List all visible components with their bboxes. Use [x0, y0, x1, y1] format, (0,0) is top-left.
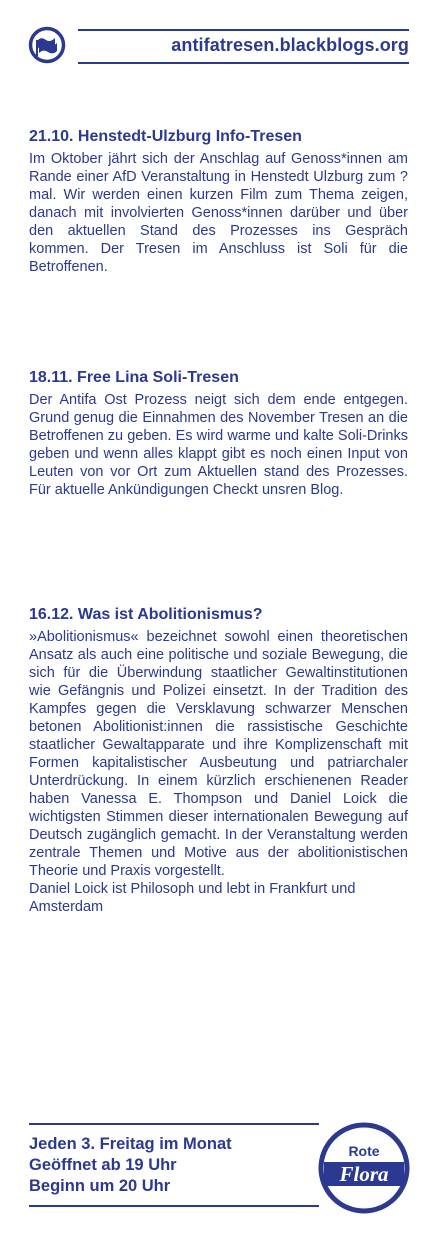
- footer-rule-bottom: [29, 1205, 319, 1207]
- footer-line-schedule: Jeden 3. Freitag im Monat: [29, 1135, 232, 1153]
- event-2: [29, 369, 408, 499]
- antifa-flag-circle-icon: [28, 26, 66, 64]
- event-1: [29, 128, 408, 276]
- event-title: 18.11. Free Lina Soli-Tresen: [29, 369, 239, 386]
- event-body: »Abolitionismus« bezeichnet sowohl einen theoretischen Ansatz als auch eine politische und soziale Bewegung, die sich für die Überwindung staatlicher Gewaltinstitutionen wie Gefängnis und Polizei einsetzt. In der Tradition des Kampfes gegen die Versklavung schwarzer Menschen betonen Abolitionist:innen die rassistische Geschichte staatlicher Gewaltapparate und ihre Komplizenschaft mit Formen kapitalistischer Ausbeutung und patriarchaler Unterdrückung. In einem kürzlich erschienenen Reader haben Vanessa E. Thompson und Daniel Loick die wichtigsten Stimmen dieser internationalen Bewegung auf Deutsch zugänglich gemacht. In der Veranstaltung werden zentrale Themen und Motive aus der abolitionistischen Theorie und Praxis vorgestellt.: [29, 629, 408, 879]
- footer-line-open: Geöffnet ab 19 Uhr: [29, 1156, 177, 1174]
- header-rule-bottom: [78, 62, 409, 64]
- event-body: Der Antifa Ost Prozess neigt sich dem ende entgegen. Grund genug die Einnahmen des November Tresen an die Betroffenen zu geben. Es wird warme und kalte Soli-Drinks geben und wenn alles klappt gibt es noch einen Input von Leuten von vor Ort zum Aktuellen stand des Prozesses. Für aktuelle Ankündigungen Checkt unsren Blog.: [29, 392, 408, 498]
- event-3: [29, 606, 408, 916]
- logo-line-1: Rote: [348, 1143, 380, 1159]
- footer-info: [29, 1134, 232, 1197]
- footer-line-start: Beginn um 20 Uhr: [29, 1177, 171, 1195]
- event-body-extra: Daniel Loick ist Philosoph und lebt in Frankfurt und Amsterdam: [29, 881, 356, 915]
- header-url[interactable]: antifatresen.blackblogs.org: [171, 35, 409, 55]
- rote-flora-logo: [318, 1122, 410, 1214]
- logo-line-2: Flora: [339, 1162, 389, 1186]
- header-rule-top: [78, 29, 409, 31]
- event-body: Im Oktober jährt sich der Anschlag auf Genoss*innen am Rande einer AfD Veranstaltung in Henstedt Ulzburg zum ? mal. Wir werden einen kurzen Film zum Thema zeigen, danach mit involvierten Genoss*innen darüber und über den aktuellen Stand des Prozesses ins Gespräch kommen. Der Tresen im Anschluss ist Soli für die Betroffenen.: [29, 151, 408, 275]
- event-title: 16.12. Was ist Abolitionismus?: [29, 606, 263, 623]
- page-header: [28, 26, 409, 66]
- footer-rule-top: [29, 1123, 319, 1125]
- event-title: 21.10. Henstedt-Ulzburg Info-Tresen: [29, 128, 302, 145]
